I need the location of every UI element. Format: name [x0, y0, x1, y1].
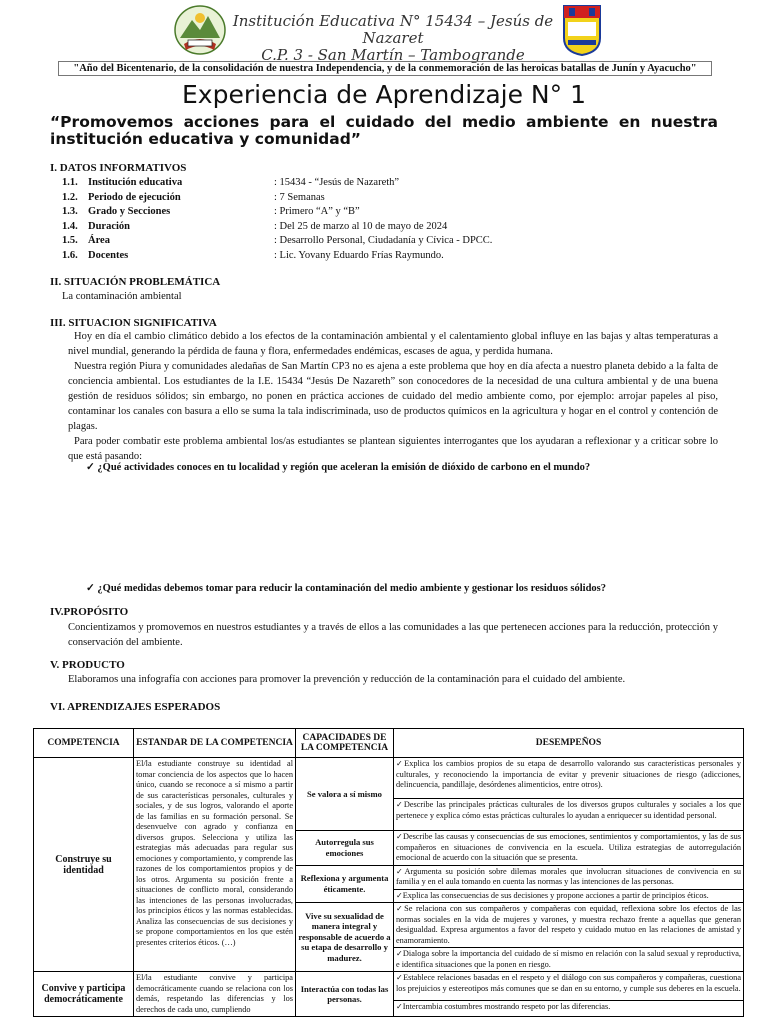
capacidad-cell: Autorregula sus emociones [296, 831, 394, 866]
significativa-paragraph: Para poder combatir este problema ambiental los/as estudiantes se plantean siguientes interrogantes que los ayudaran a reflexionar y a criticar sobre lo que está pasando: [68, 436, 718, 462]
check-icon: ✓ [396, 832, 403, 841]
desempeno-text: Describe las principales prácticas culturales de los diversos grupos culturales y sociales a los que pertenece y explica cómo estas prácticas culturales lo ayudan a enriquecer su identidad personal. [396, 800, 742, 820]
page-header [0, 0, 768, 64]
desempeno-cell [394, 972, 744, 1001]
section-heading-aprendizajes: VI. APRENDIZAJES ESPERADOS [50, 701, 221, 713]
check-icon: ✓ [396, 1001, 403, 1011]
check-icon: ✓ [396, 949, 403, 958]
capacidad-cell: Interactúa con todas las personas. [296, 972, 394, 1017]
producto-text: Elaboramos una infografía con acciones para promover la prevención y reducción de la contaminación para el cuidado del ambiente. [68, 674, 626, 685]
datos-label: Área [88, 235, 110, 246]
page-subtitle: “Promovemos acciones para el cuidado del medio ambiente en nuestra institución educativa y comunidad” [50, 113, 718, 148]
desempeno-text: Intercambia costumbres mostrando respeto por las diferencias. [402, 1001, 611, 1011]
check-icon: ✓ [396, 904, 405, 913]
desempeno-cell [394, 903, 744, 948]
proposito-text: Concientizamos y promovemos en nuestros estudiantes y a través de ellos a las comunidades a las que pertenecen acciones para la reducción, protección y conservación del ambiente. [68, 622, 718, 648]
section-heading-significativa: III. SITUACION SIGNIFICATIVA [50, 317, 217, 329]
problematica-text: La contaminación ambiental [62, 291, 182, 302]
institution-location: C.P. 3 - San Martín – Tambogrande [261, 46, 525, 64]
estandar-cell: El/la estudiante convive y participa democráticamente cuando se relaciona con los demás, respetando las diferencias y los derechos de cada uno, cumpliendo [134, 972, 296, 1017]
table-row [34, 758, 744, 799]
competencia-cell: Construye su identidad [34, 758, 134, 972]
header-competencia: COMPETENCIA [34, 729, 134, 758]
datos-label: Periodo de ejecución [88, 191, 181, 203]
table-header-row [34, 729, 744, 758]
check-icon: ✓ [396, 890, 403, 900]
section-heading-producto: V. PRODUCTO [50, 659, 125, 671]
aprendizajes-table [33, 728, 744, 1017]
datos-label: Docentes [88, 249, 129, 261]
significativa-paragraph: Nuestra región Piura y comunidades aledañas de San Martín CP3 no es ajena a este problema que hoy en día afecta a nuestro planeta debido a la falta de conciencia ambiental. Los estudiantes de la I.E. 15434 “Jesús De Nazareth” son conocedores de la necesidad de una cultura ambiental y de una buena gestión de residuos sólidos; sin embargo, no ponen en práctica acciones de cuidado del medio ambiente como, por ejemplo: arrojar papeles al piso, contaminar los canales con basura a ello se suma la tala indiscriminada, uso de productos químicos en la agricultura y hogar en el control y contención de plagas. [68, 361, 718, 432]
header-estandar: ESTANDAR DE LA COMPETENCIA [134, 729, 296, 758]
estandar-cell: El/la estudiante construye su identidad al tomar conciencia de los aspectos que lo hacen único, cuando se reconoce a sí mismo a partir de sus características personales, culturales y sociales, y de sus logros, valorando el aporte de las familias en su formación personal. Se desenvuelve con agrado y confianza en diversos grupos. Selecciona y utiliza las estrategias más adecuadas para regular sus emociones y comportamiento, y comprende las razones de los comportamientos propios y de los otros. Argumenta su posición frente a situaciones de conflicto moral, considerando las intenciones de las personas involucradas, los principios éticos y las normas establecidas. Analiza las consecuencias de sus decisiones y se propone comportamientos en los que estén presentes criterios éticos. (…) [134, 758, 296, 972]
datos-value: : 15434 - “Jesús de Nazareth” [274, 177, 400, 188]
section-heading-problematica: II. SITUACIÓN PROBLEMÁTICA [50, 276, 221, 288]
year-motto: "Año del Bicentenario, de la consolidación de nuestra Independencia, y de la conmemoración de las heroicas batallas de Junín y Ayacucho" [58, 61, 712, 76]
datos-value: : Del 25 de marzo al 10 de mayo de 2024 [274, 220, 448, 232]
desempeno-cell [394, 758, 744, 799]
institution-header [230, 13, 556, 64]
datos-value: : Desarrollo Personal, Ciudadanía y Cívica - DPCC. [274, 235, 493, 246]
datos-num: 1.2. [62, 191, 78, 203]
check-icon: ✓ [396, 973, 404, 982]
datos-num: 1.5. [62, 235, 78, 246]
desempeno-cell [394, 831, 744, 866]
datos-num: 1.6. [62, 249, 78, 261]
school-badge-icon [562, 4, 602, 56]
desempeno-cell [394, 799, 744, 831]
desempeno-text: Argumenta su posición sobre dilemas morales que involucran situaciones de convivencia en su familia y en el aula tomando en cuenta las normas y las intenciones de las personas. [396, 866, 742, 886]
datos-value: : 7 Semanas [274, 191, 325, 203]
datos-label: Duración [88, 220, 130, 232]
school-logo-icon [174, 4, 226, 56]
desempeno-text: Se relaciona con sus compañeros y compañeras con equidad, reflexiona sobre los efectos de las normas sociales en la vida de mujeres y varones, y muestra rechazo frente a aquellas que generan desigualdad. Expresa argumentos a favor del respeto y cuidado mutuo en las relaciones de amistad y enamoramiento. [396, 904, 741, 945]
competencia-cell: Convive y participa democráticamente [34, 972, 134, 1017]
desempeno-text: Establece relaciones basadas en el respeto y el diálogo con sus compañeros y compañeras, cuestiona los prejuicios y estereotipos más comunes que se dan en su entorno, y cumple sus deberes en la escuela. [396, 973, 741, 993]
capacidad-cell: Se valora a sí mismo [296, 758, 394, 831]
desempeno-cell [394, 1000, 744, 1016]
section-heading-proposito: IV.PROPÓSITO [50, 606, 129, 618]
desempeno-text: Describe las causas y consecuencias de sus emociones, sentimientos y comportamientos, y las de sus compañeros en situaciones de convivencia en la escuela. Utiliza estrategias de autorregulación emocional de acuerdo con la situación que se presenta. [396, 832, 741, 862]
check-icon: ✓ [396, 759, 405, 768]
table-row [34, 972, 744, 1001]
capacidad-cell: Reflexiona y argumenta éticamente. [296, 865, 394, 903]
header-capacidades: CAPACIDADES DE LA COMPETENCIA [296, 729, 394, 758]
datos-num: 1.1. [62, 177, 78, 188]
significativa-body [68, 329, 718, 464]
datos-value: : Lic. Yovany Eduardo Frías Raymundo. [274, 249, 444, 261]
desempeno-cell [394, 865, 744, 889]
question-1: ✓ ¿Qué actividades conoces en tu localidad y región que aceleran la emisión de dióxido de carbono en el mundo? [86, 462, 591, 473]
section-heading-datos: I. DATOS INFORMATIVOS [50, 162, 187, 174]
desempeno-cell [394, 948, 744, 972]
datos-num: 1.4. [62, 220, 78, 232]
institution-name: Institución Educativa N° 15434 – Jesús de Nazaret [232, 12, 554, 47]
question-2: ✓ ¿Qué medidas debemos tomar para reducir la contaminación del medio ambiente y gestionar los residuos sólidos? [86, 583, 607, 594]
datos-label: Grado y Secciones [88, 206, 171, 217]
desempeno-cell [394, 889, 744, 903]
datos-num: 1.3. [62, 206, 78, 217]
page-title: Experiencia de Aprendizaje N° 1 [182, 80, 586, 109]
header-desempenos: DESEMPEÑOS [394, 729, 744, 758]
check-icon: ✓ [396, 800, 404, 809]
desempeno-text: Dialoga sobre la importancia del cuidado de sí mismo en relación con la salud sexual y reproductiva, e identifica situaciones que la ponen en riesgo. [396, 949, 742, 969]
capacidad-cell: Vive su sexualidad de manera integral y responsable de acuerdo a su etapa de desarrollo y madurez. [296, 903, 394, 972]
datos-value: : Primero “A” y “B” [274, 206, 360, 217]
check-icon: ✓ [396, 866, 405, 876]
desempeno-text: Explica los cambios propios de su etapa de desarrollo valorando sus características personales y culturales, y reconociendo la importancia de evitar y prevenir situaciones de riesgo (adicciones, delincuencia, pandillaje, desórdenes alimenticios, entre otros). [396, 759, 741, 789]
datos-label: Institución educativa [88, 177, 183, 188]
significativa-paragraph: Hoy en día el cambio climático debido a los efectos de la contaminación ambiental y el calentamiento global influye en las bajas y altas temperaturas a nivel mundial, generando la pérdida de fauna y flora, enfermedades endémicas, escases de agua, y perdida humana. [68, 331, 718, 357]
desempeno-text: Explica las consecuencias de sus decisiones y propone acciones a partir de principios éticos. [402, 890, 709, 900]
